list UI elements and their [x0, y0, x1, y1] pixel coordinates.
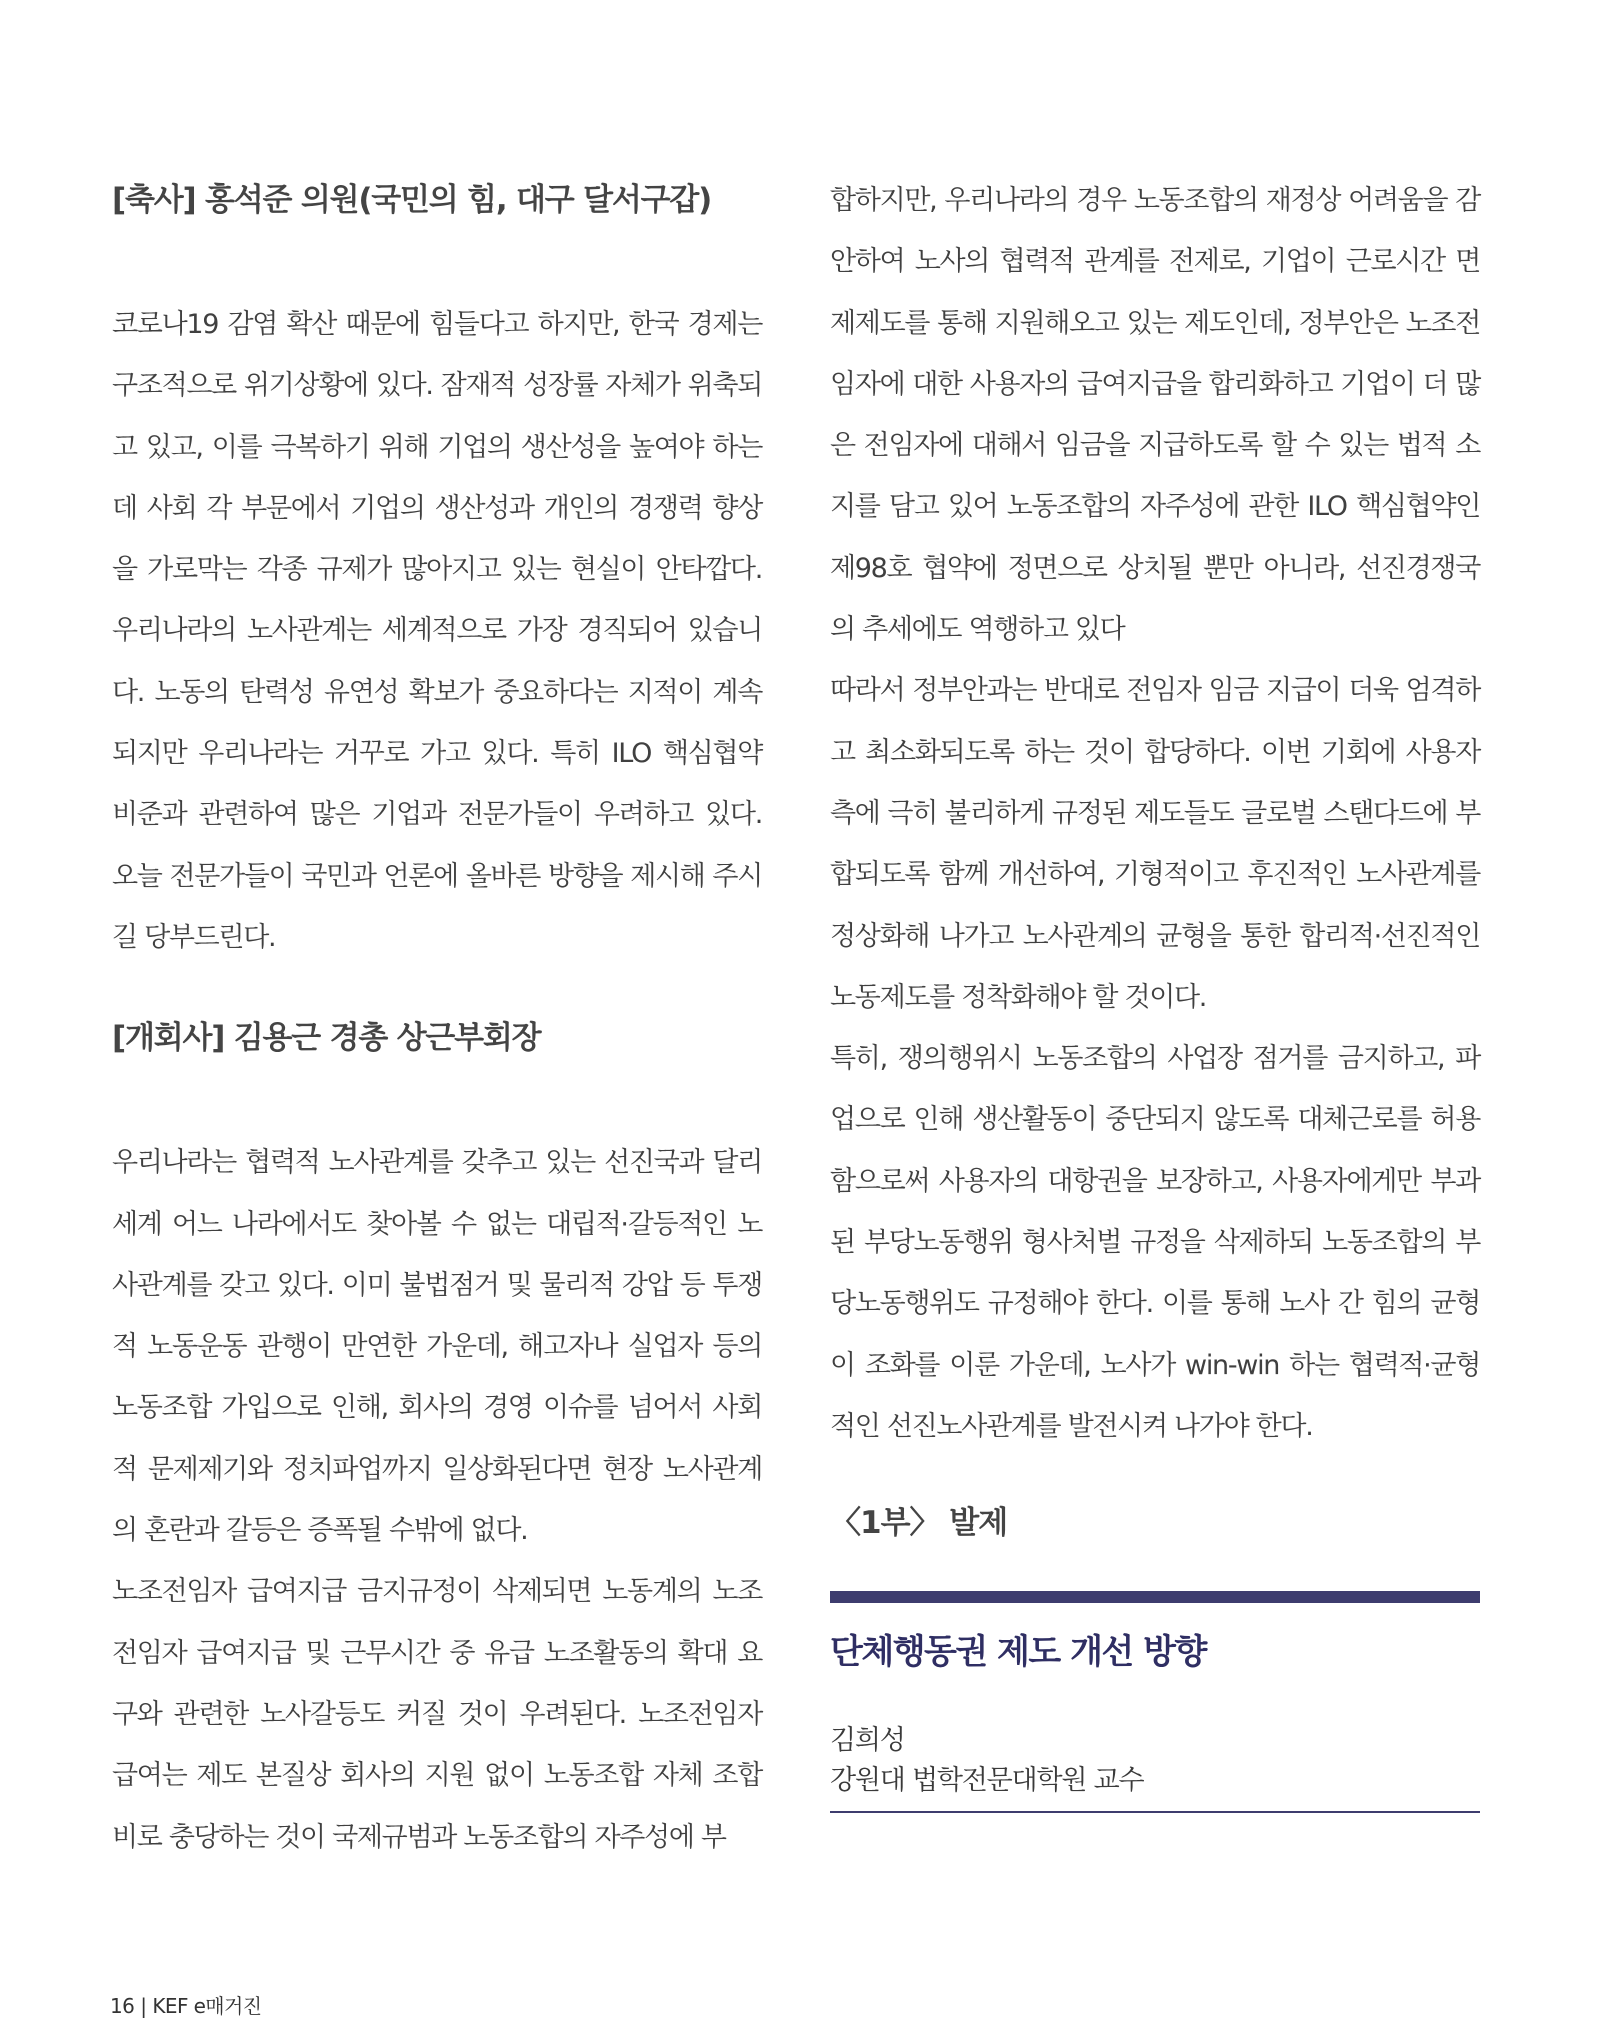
- opening-speech-paragraph-2: 노조전임자 급여지급 금지규정이 삭제되면 노동계의 노조전임자 급여지급 및 근무시간 중 유급 노조활동의 확대 요구와 관련한 노사갈등도 커질 것이 우려된다. 노조전임자 급여는 제도 본질상 회사의 지원 없이 노동조합 자체 조합비로 충당하는 것이 국제규범과 노동조합의 자주성에 부: [112, 1576, 762, 1853]
- left-column: [112, 170, 762, 1868]
- congratulatory-speech-heading: [축사] 홍석준 의원(국민의 힘, 대구 달서구갑): [112, 182, 712, 218]
- page-number: 16: [110, 1994, 135, 2018]
- author-block: [830, 1721, 1480, 1813]
- section-divider-bar: [830, 1591, 1480, 1603]
- part-1-title: 〈1부〉 발제: [830, 1505, 1008, 1542]
- right-column: [830, 170, 1480, 1813]
- page-footer: [110, 1990, 261, 2019]
- magazine-name: KEF e매거진: [152, 1994, 262, 2018]
- continued-paragraph: 합하지만, 우리나라의 경우 노동조합의 재정상 어려움을 감안하여 노사의 협력적 관계를 전제로, 기업이 근로시간 면제제도를 통해 지원해오고 있는 제도인데, 정부안은 노조전임자에 대한 사용자의 급여지급을 합리화하고 기업이 더 많은 전임자에 대해서 임금을 지급하도록 할 수 있는 법적 소지를 담고 있어 노동조합의 자주성에 관한 ILO 핵심협약인 제98호 협약에 정면으로 상치될 뿐만 아니라, 선진경쟁국의 추세에도 역행하고 있다: [830, 185, 1480, 646]
- presentation-title: 단체행동권 제도 개선 방향: [830, 1632, 1206, 1673]
- opening-speech-paragraph-1: 우리나라는 협력적 노사관계를 갖추고 있는 선진국과 달리 세계 어느 나라에서도 찾아볼 수 없는 대립적·갈등적인 노사관계를 갖고 있다. 이미 불법점거 및 물리적 강압 등 투쟁적 노동운동 관행이 만연한 가운데, 해고자나 실업자 등의 노동조합 가입으로 인해, 회사의 경영 이슈를 넘어서 사회적 문제제기와 정치파업까지 일상화된다면 현장 노사관계의 혼란과 갈등은 증폭될 수밖에 없다.: [112, 1147, 762, 1547]
- author-name: 김희성: [830, 1725, 905, 1757]
- footer-separator: |: [140, 1994, 147, 2018]
- author-affiliation: 강원대 법학전문대학원 교수: [830, 1765, 1144, 1797]
- paragraph-3: 특히, 쟁의행위시 노동조합의 사업장 점거를 금지하고, 파업으로 인해 생산활동이 중단되지 않도록 대체근로를 허용함으로써 사용자의 대항권을 보장하고, 사용자에게만 부과된 부당노동행위 형사처벌 규정을 삭제하되 노동조합의 부당노동행위도 규정해야 한다. 이를 통해 노사 간 힘의 균형이 조화를 이룬 가운데, 노사가 win-win 하는 협력적·균형적인 선진노사관계를 발전시켜 나가야 한다.: [830, 1043, 1480, 1442]
- congratulatory-speech-paragraph: 코로나19 감염 확산 때문에 힘들다고 하지만, 한국 경제는 구조적으로 위기상황에 있다. 잠재적 성장률 자체가 위축되고 있고, 이를 극복하기 위해 기업의 생산성을 높여야 하는데 사회 각 부문에서 기업의 생산성과 개인의 경쟁력 향상을 가로막는 각종 규제가 많아지고 있는 현실이 안타깝다. 우리나라의 노사관계는 세계적으로 가장 경직되어 있습니다. 노동의 탄력성 유연성 확보가 중요하다는 지적이 계속되지만 우리나라는 거꾸로 가고 있다. 특히 ILO 핵심협약 비준과 관련하여 많은 기업과 전문가들이 우려하고 있다. 오늘 전문가들이 국민과 언론에 올바른 방향을 제시해 주시길 당부드린다.: [112, 309, 762, 953]
- opening-speech-heading: [개회사] 김용근 경총 상근부회장: [112, 1020, 541, 1057]
- paragraph-2: 따라서 정부안과는 반대로 전임자 임금 지급이 더욱 엄격하고 최소화되도록 하는 것이 합당하다. 이번 기회에 사용자 측에 극히 불리하게 규정된 제도들도 글로벌 스탠다드에 부합되도록 함께 개선하여, 기형적이고 후진적인 노사관계를 정상화해 나가고 노사관계의 균형을 통한 합리적·선진적인 노동제도를 정착화해야 할 것이다.: [830, 675, 1480, 1013]
